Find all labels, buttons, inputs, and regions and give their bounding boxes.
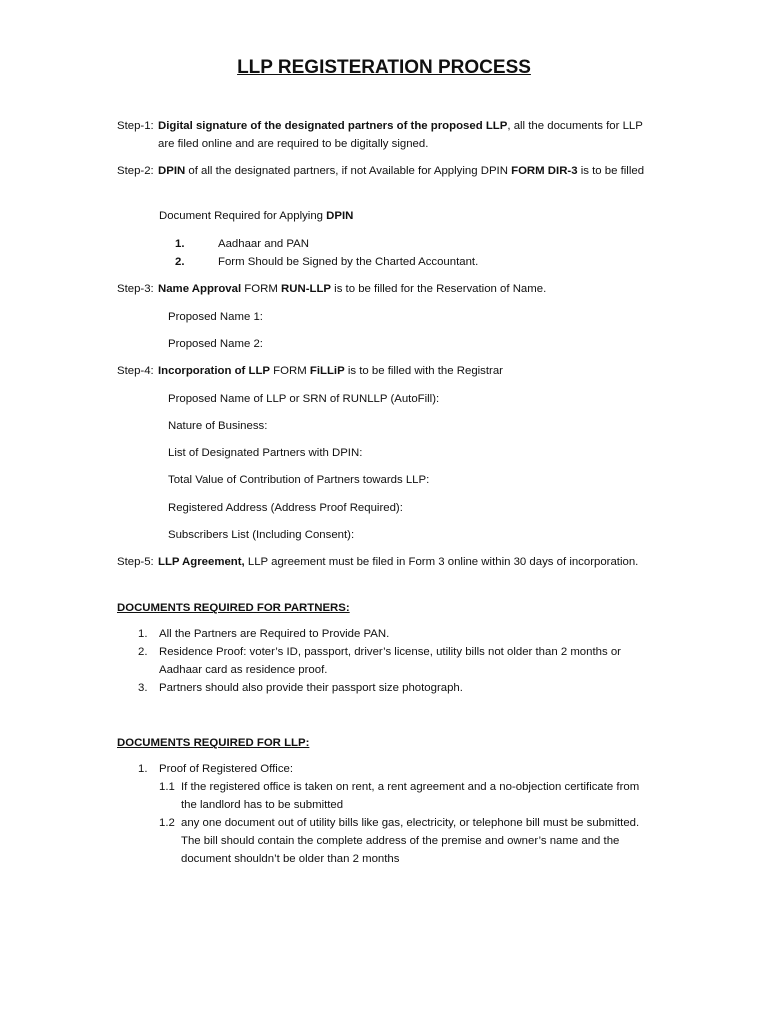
partners-documents-heading: DOCUMENTS REQUIRED FOR PARTNERS: [117,602,350,614]
step-4-text: Incorporation of LLP FORM FiLLiP is to be filled with the Registrar [158,365,503,377]
incorporation-field-subscribers: Subscribers List (Including Consent): [168,529,355,541]
proposed-name-2-field: Proposed Name 2: [168,338,263,350]
step-3-text: Name Approval FORM RUN-LLP is to be filled for the Reservation of Name. [158,283,547,295]
sub-list-item: 1.1 If the registered office is taken on rent, a rent agreement and a no-objection certificate from the landlord has to be submitted [159,781,640,811]
document-title: LLP REGISTERATION PROCESS [237,57,531,78]
dpin-item-1: 1. Aadhaar and PAN [175,238,309,250]
dpin-doc-required: Document Required for Applying DPIN [159,210,354,222]
incorporation-field-nature-of-business: Nature of Business: [168,420,268,432]
incorporation-field-partners: List of Designated Partners with DPIN: [168,447,363,459]
step-5-text: LLP Agreement, LLP agreement must be filed in Form 3 online within 30 days of incorporation. [158,556,639,568]
incorporation-field-contribution: Total Value of Contribution of Partners towards LLP: [168,474,430,486]
step-1-label: Step-1: [117,120,154,132]
step-2-text: DPIN of all the designated partners, if not Available for Applying DPIN FORM DIR-3 is to be filled [158,165,645,177]
list-item: 1. Proof of Registered Office: [138,763,294,775]
step-4 [117,362,657,380]
step-5 [117,553,657,571]
partners-documents-list [138,625,658,697]
step-3 [117,280,657,298]
step-1-bold: Digital signature of the designated partners of the proposed LLP [158,120,508,132]
llp-documents-heading: DOCUMENTS REQUIRED FOR LLP: [117,737,310,749]
step-3-label: Step-3: [117,283,154,295]
list-item: 1. All the Partners are Required to Provide PAN. [138,628,390,640]
llp-documents-list [138,760,658,868]
sub-list-item: 1.2 any one document out of utility bills like gas, electricity, or telephone bill must be submitted. The bill should contain the complete address of the premise and owner’s name and the document shouldn’t be older than 2 months [159,817,640,865]
proposed-name-1-field: Proposed Name 1: [168,311,263,323]
step-1-text: Digital signature of the designated partners of the proposed LLP, all the documents for LLP are filed online and are required to be digitally signed. [158,120,643,150]
step-1 [117,117,657,153]
incorporation-field-address: Registered Address (Address Proof Required): [168,502,403,514]
step-2-label: Step-2: [117,165,154,177]
incorporation-field-proposed-name: Proposed Name of LLP or SRN of RUNLLP (AutoFill): [168,393,440,405]
step-2 [117,162,657,180]
step-5-label: Step-5: [117,556,154,568]
list-item: 3. Partners should also provide their passport size photograph. [138,682,463,694]
list-item: 2. Residence Proof: voter’s ID, passport, driver’s license, utility bills not older than 2 months or Aadhaar card as residence proof. [138,646,621,676]
step-4-label: Step-4: [117,365,154,377]
dpin-item-2: 2. Form Should be Signed by the Charted Accountant. [175,256,479,268]
